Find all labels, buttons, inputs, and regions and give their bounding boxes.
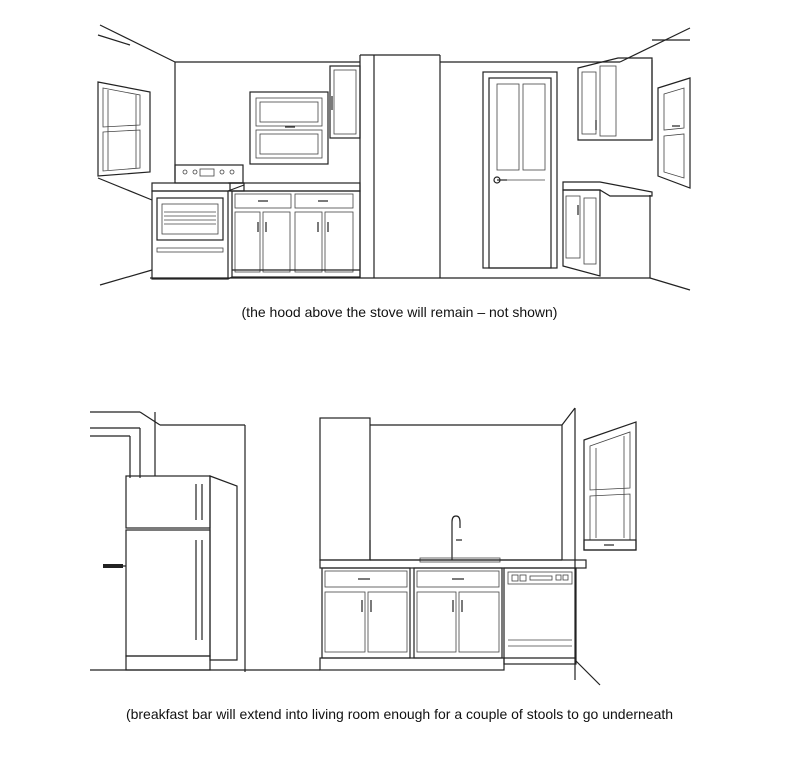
sink-faucet bbox=[420, 516, 500, 562]
left-doorway bbox=[90, 428, 140, 568]
dishwasher bbox=[504, 568, 576, 664]
caption-top: (the hood above the stove will remain – not shown) bbox=[241, 304, 558, 320]
stove bbox=[152, 165, 244, 279]
base-cabinets-sink bbox=[320, 560, 586, 670]
left-window bbox=[98, 82, 150, 176]
refrigerator bbox=[126, 476, 237, 670]
upper-window-cabinet bbox=[250, 92, 328, 164]
right-window bbox=[658, 78, 690, 188]
room-outline bbox=[98, 25, 690, 290]
wall-column-2 bbox=[320, 418, 370, 560]
upper-cabinet-right bbox=[578, 58, 652, 140]
door bbox=[483, 72, 557, 268]
wall-column bbox=[360, 55, 440, 278]
room-outline-2 bbox=[90, 408, 600, 685]
base-cabinets-left bbox=[230, 183, 360, 277]
caption-bottom: (breakfast bar will extend into living room enough for a couple of stools to go underneath bbox=[125, 706, 674, 722]
elevation-sink-wall bbox=[90, 408, 636, 685]
base-cabinet-right bbox=[563, 182, 652, 276]
upper-cabinet-left bbox=[330, 66, 360, 138]
right-window-2 bbox=[584, 422, 636, 550]
elevation-stove-wall bbox=[98, 25, 690, 290]
